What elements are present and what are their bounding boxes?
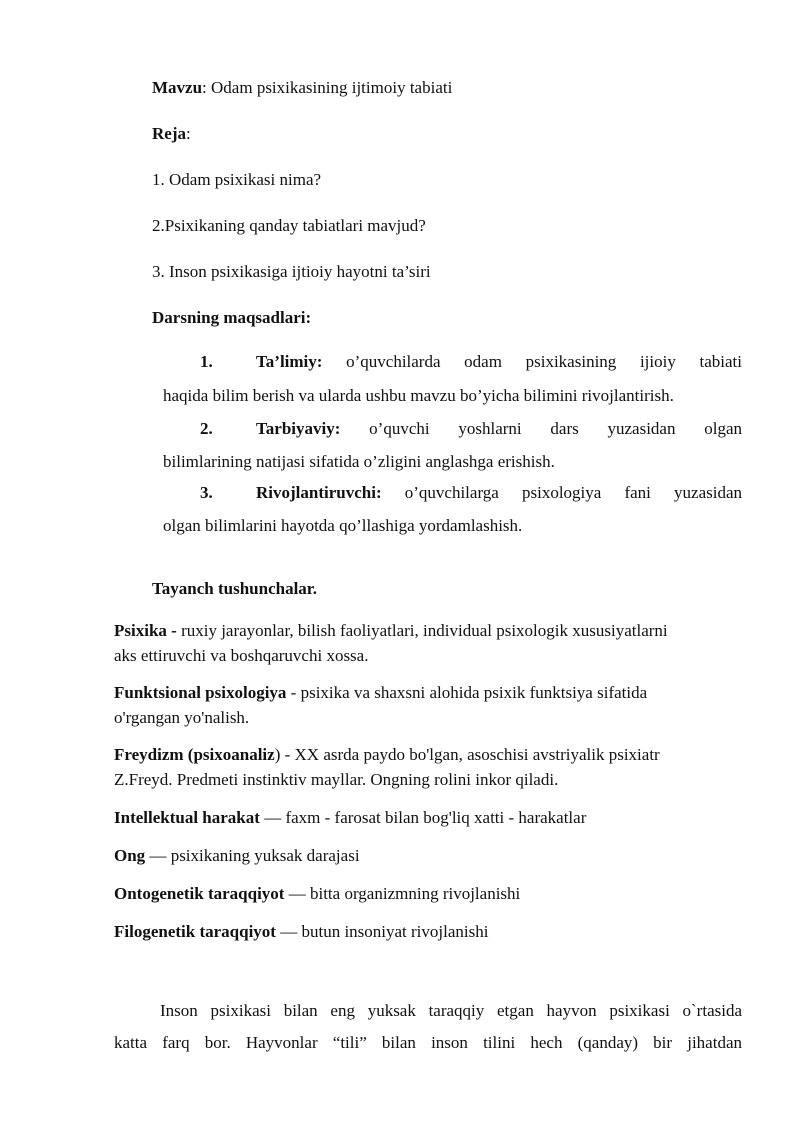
term-name: Psixika - xyxy=(114,621,177,640)
term-definition: — butun insoniyat rivojlanishi xyxy=(275,922,489,941)
goal-title: Rivojlantiruvchi: xyxy=(256,483,382,502)
term-name: Funktsional psixologiya xyxy=(114,683,287,702)
goals-heading: Darsning maqsadlari: xyxy=(152,308,312,327)
term-definition: — psixikaning yuksak darajasi xyxy=(145,846,360,865)
topic-line xyxy=(152,77,452,99)
term-entry xyxy=(114,845,360,867)
goal-text: o’quvchi yoshlarni dars yuzasidan olgan xyxy=(369,419,743,438)
term-entry xyxy=(114,921,488,943)
topic-text: : Odam psixikasining ijtimoiy tabiati xyxy=(202,78,453,97)
goal-title: Ta’limiy: xyxy=(256,352,323,371)
term-definition: - psixika va shaxsni alohida psixik funktsiya sifatida xyxy=(286,683,648,702)
goal-text: o’quvchilarda odam psixikasining ijioiy tabiati xyxy=(346,352,743,371)
term-definition: — bitta organizmning rivojlanishi xyxy=(284,884,521,903)
term-definition: — faxm - farosat bilan bog'liq xatti - harakatlar xyxy=(259,808,587,827)
term-name: Ontogenetik taraqqiyot xyxy=(114,884,285,903)
term-entry xyxy=(114,620,668,642)
goal-item-line xyxy=(200,482,742,504)
goal-number: 2. xyxy=(200,419,213,438)
term-name: Ong xyxy=(114,846,146,865)
term-entry xyxy=(114,807,586,829)
plan-item: 2.Psixikaning qanday tabiatlari mavjud? xyxy=(152,216,426,235)
term-definition: ) - XX asrda paydo bo'lgan, asoschisi avstriyalik psixiatr xyxy=(274,745,660,764)
goal-text-continued: olgan bilimlarini hayotda qo’llashiga yordamlashish. xyxy=(163,516,523,535)
goal-text-continued: bilimlarining natijasi sifatida o’zligini anglashga erishish. xyxy=(163,452,555,471)
topic-label: Mavzu xyxy=(152,78,203,97)
body-paragraph-line: Inson psixikasi bilan eng yuksak taraqqiy etgan hayvon psixikasi o`rtasida xyxy=(160,1001,742,1020)
plan-item: 3. Inson psixikasiga ijtioiy hayotni ta’siri xyxy=(152,262,431,281)
body-paragraph-line: katta farq bor. Hayvonlar “tili” bilan inson tilini hech (qanday) bir jihatdan xyxy=(114,1033,742,1052)
term-entry xyxy=(114,682,647,704)
term-definition-continued: o'rgangan yo'nalish. xyxy=(114,708,250,727)
plan-colon: : xyxy=(185,124,191,143)
goal-item-line xyxy=(200,418,742,440)
term-name: Filogenetik taraqqiyot xyxy=(114,922,276,941)
term-definition: ruxiy jarayonlar, bilish faoliyatlari, individual psixologik xususiyatlarni xyxy=(176,621,668,640)
goal-number: 3. xyxy=(200,483,213,502)
goal-text-continued: haqida bilim berish va ularda ushbu mavzu bo’yicha bilimini rivojlantirish. xyxy=(163,386,674,405)
terms-heading: Tayanch tushunchalar. xyxy=(152,579,318,598)
goal-text: o’quvchilarga psixologiya fani yuzasidan xyxy=(404,483,742,502)
plan-item: 1. Odam psixikasi nima? xyxy=(152,170,322,189)
goal-item-line xyxy=(200,351,742,373)
term-name: Freydizm (psixoanaliz xyxy=(114,745,275,764)
goal-number: 1. xyxy=(200,352,213,371)
plan-label: Reja xyxy=(152,124,186,143)
term-entry xyxy=(114,744,660,766)
term-name: Intellektual harakat xyxy=(114,808,260,827)
plan-heading xyxy=(152,123,191,145)
term-definition-continued: Z.Freyd. Predmeti instinktiv mayllar. Ongning rolini inkor qiladi. xyxy=(114,770,559,789)
term-definition-continued: aks ettiruvchi va boshqaruvchi xossa. xyxy=(114,646,369,665)
term-entry xyxy=(114,883,520,905)
goal-title: Tarbiyaviy: xyxy=(256,419,341,438)
